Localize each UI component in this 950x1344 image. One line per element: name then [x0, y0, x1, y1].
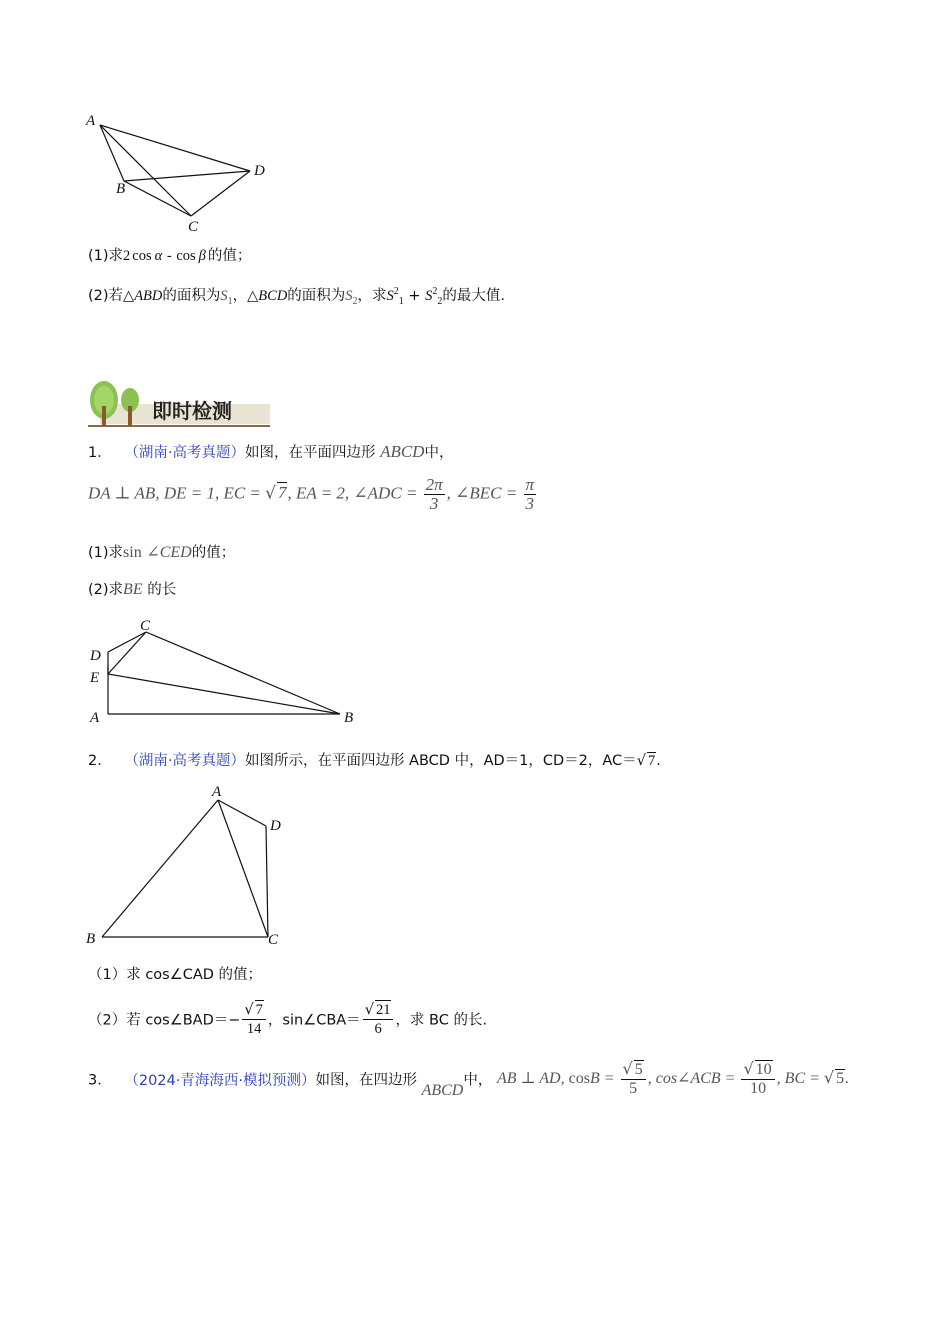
p1-frac1-num: 2π: [425, 475, 443, 494]
vertex-label-b: B: [86, 931, 96, 947]
p1-cond-d: , ∠BEC =: [446, 483, 522, 503]
p3-end: .: [845, 1069, 850, 1087]
p3-conditions: [496, 1059, 850, 1097]
p1-frac1-den: 3: [429, 494, 439, 513]
problem-1-sub1: [88, 541, 235, 562]
q2-abd: ABD: [134, 288, 163, 304]
vertex-label-c: C: [140, 618, 151, 634]
p1-frac2: [524, 476, 537, 513]
p2-frac1-den: 14: [246, 1021, 262, 1037]
q2-prefix: (2)若△: [88, 288, 135, 304]
p1-cond-c: , EA = 2, ∠ADC =: [287, 483, 422, 503]
edge-cd: [191, 171, 250, 216]
banner-title: 即时检测: [152, 399, 232, 423]
question-1: [88, 244, 251, 265]
p2-frac2-den: 6: [374, 1021, 382, 1037]
vertex-label-c: C: [188, 219, 199, 235]
edge-bc: [124, 181, 191, 216]
p2-sub1: （1）求 cos∠CAD 的值；: [88, 967, 263, 983]
p3-b: B: [589, 1069, 600, 1087]
p2-sub2-c: ，求 BC 的长.: [395, 1012, 488, 1029]
p2-sub2-b: ，sin∠CBA＝: [267, 1012, 361, 1029]
vertex-label-a: A: [212, 784, 222, 800]
p3-source: （2024·青海海西·模拟预测）: [124, 1072, 316, 1089]
p2-frac2-num: [363, 1000, 394, 1020]
figure-3-quadrilateral: [82, 780, 302, 950]
p2-frac1: [242, 1000, 266, 1038]
p1-number: 1．: [88, 445, 112, 461]
problem-1-stem: [88, 441, 453, 462]
p1-sub1-suffix: 的值；: [191, 545, 236, 561]
p1-cond-sqrt: 7: [277, 483, 287, 503]
p1-sub1-sin: sin: [123, 544, 142, 561]
p2-frac2-num-val: 21: [375, 1002, 391, 1018]
p3-frac2-den: 10: [750, 1080, 767, 1097]
problem-1-sub2: [88, 578, 176, 599]
vertex-label-a: A: [90, 710, 100, 726]
p1-text2: 中，: [424, 445, 454, 461]
p3-cond-a: AB ⊥ AD,: [496, 1069, 569, 1087]
p1-frac2-den: 3: [525, 494, 535, 513]
edge-eb: [108, 674, 340, 714]
p3-frac1-num-val: 5: [634, 1061, 643, 1078]
q2-s1: S: [220, 288, 228, 304]
q2-bcd: BCD: [258, 288, 288, 304]
vertex-label-b: B: [116, 181, 126, 197]
section-banner: [88, 376, 278, 428]
q2-mid3: 的面积为: [287, 288, 346, 304]
q1-minus: -: [166, 248, 172, 264]
p3-text2: 中，: [463, 1072, 493, 1089]
edge-ac: [218, 800, 268, 937]
p3-frac1-den: 5: [629, 1080, 638, 1097]
p3-cond-c: , BC =: [776, 1069, 824, 1087]
sqrt-icon: √: [265, 483, 276, 504]
sqrt-icon: √: [364, 1002, 374, 1018]
figure-2-quadrilateral: [82, 612, 372, 730]
p3-frac1-num: [621, 1060, 646, 1080]
q2-sum-s1-sub: 1: [398, 295, 404, 307]
sqrt-icon: √: [244, 1002, 254, 1018]
edge-ad: [218, 800, 266, 826]
q2-plus: +: [408, 288, 421, 304]
p1-text1: 如图，在平面四边形: [244, 445, 376, 461]
q1-beta: β: [198, 248, 206, 264]
edge-dc: [266, 826, 268, 937]
p3-frac1: [621, 1060, 646, 1098]
vertex-label-a: A: [86, 113, 96, 129]
p1-cond-a: DA ⊥ AB: [88, 483, 156, 503]
p3-frac2: [741, 1060, 774, 1098]
p1-source: （湖南·高考真题）: [124, 445, 245, 461]
p3-cond-b: , cos∠ACB =: [647, 1069, 740, 1087]
p2-sub2-a: （2）若 cos∠BAD＝−: [88, 1012, 241, 1029]
vertex-label-c: C: [268, 932, 279, 948]
p1-sub2-be: BE: [123, 581, 143, 598]
p2-frac1-num-val: 7: [255, 1002, 263, 1018]
q1-coef: 2: [123, 248, 131, 264]
p1-frac1: [424, 476, 445, 513]
edge-ec: [108, 632, 146, 674]
q2-mid1: 的面积为: [162, 288, 221, 304]
vertex-label-e: E: [90, 670, 100, 686]
p2-number: 2．: [88, 753, 112, 769]
q2-sum-s1-sup: 2: [393, 286, 399, 298]
problem-2-sub2: [88, 1000, 487, 1038]
q1-prefix: (1)求: [88, 248, 124, 264]
q2-sum-s2-sup: 2: [432, 286, 438, 298]
sqrt-icon: √: [823, 1067, 835, 1087]
edge-cb: [146, 632, 340, 714]
edge-bd: [124, 171, 250, 181]
edge-ab: [100, 125, 124, 181]
q1-alpha: α: [154, 248, 163, 264]
p2-text: 如图所示，在平面四边形 ABCD 中，AD＝1，CD＝2，AC＝: [244, 753, 637, 769]
q2-mid4: ，求: [357, 288, 387, 304]
vertex-label-b: B: [344, 710, 354, 726]
q2-s2-sub: 2: [352, 295, 358, 307]
p1-sub1-prefix: (1)求: [88, 545, 124, 561]
vertex-label-d: D: [270, 818, 281, 834]
p1-sub2-prefix: (2)求: [88, 582, 124, 598]
p3-sqrt: 5: [836, 1069, 845, 1087]
q2-mid2: ，△: [232, 288, 259, 304]
sqrt-icon: √: [636, 753, 646, 769]
vertex-label-d: D: [254, 163, 265, 179]
p3-frac2-num-val: 10: [755, 1061, 772, 1078]
p3-quad: ABCD: [421, 1082, 464, 1099]
q2-sum-s2-sub: 2: [437, 295, 443, 307]
p1-quad: ABCD: [380, 442, 425, 461]
p2-frac1-num: [242, 1000, 266, 1020]
figure-1-quadrilateral: [80, 105, 280, 235]
q1-cos1: cos: [132, 248, 152, 264]
sqrt-icon: √: [743, 1059, 754, 1078]
edge-dc: [108, 632, 146, 652]
p1-sub1-angle: ∠CED: [146, 544, 192, 561]
edge-ba: [102, 800, 218, 937]
p1-cond-b: , DE = 1, EC =: [155, 483, 266, 503]
p2-end: .: [656, 753, 661, 769]
q1-cos2: cos: [176, 248, 196, 264]
p2-sqrt: 7: [647, 753, 656, 769]
q2-suffix: 的最大值.: [442, 288, 506, 304]
p1-sub2-suffix: 的长: [147, 582, 177, 598]
q2-sum-s1: S: [386, 288, 394, 304]
vertex-label-d: D: [90, 648, 101, 664]
p2-frac2: [363, 1000, 394, 1038]
question-2: [88, 284, 505, 307]
sqrt-icon: √: [622, 1059, 633, 1078]
q2-s1-sub: 1: [227, 295, 233, 307]
p3-text1: 如图，在四边形: [315, 1072, 417, 1089]
problem-2-sub1: [88, 963, 262, 984]
q1-suffix: 的值；: [207, 248, 252, 264]
p3-number: 3．: [88, 1072, 112, 1089]
p2-source: （湖南·高考真题）: [124, 753, 245, 769]
q2-s2: S: [345, 288, 353, 304]
p3-frac2-num: [741, 1060, 774, 1080]
q2-sum-s2: S: [425, 288, 433, 304]
p3-eq: =: [599, 1069, 619, 1087]
p1-frac2-num: π: [525, 475, 535, 494]
problem-1-conditions: [88, 476, 538, 513]
problem-2-stem: [88, 749, 661, 770]
p3-cos-b: cos: [568, 1069, 590, 1087]
problem-3-stem: [88, 1060, 849, 1100]
